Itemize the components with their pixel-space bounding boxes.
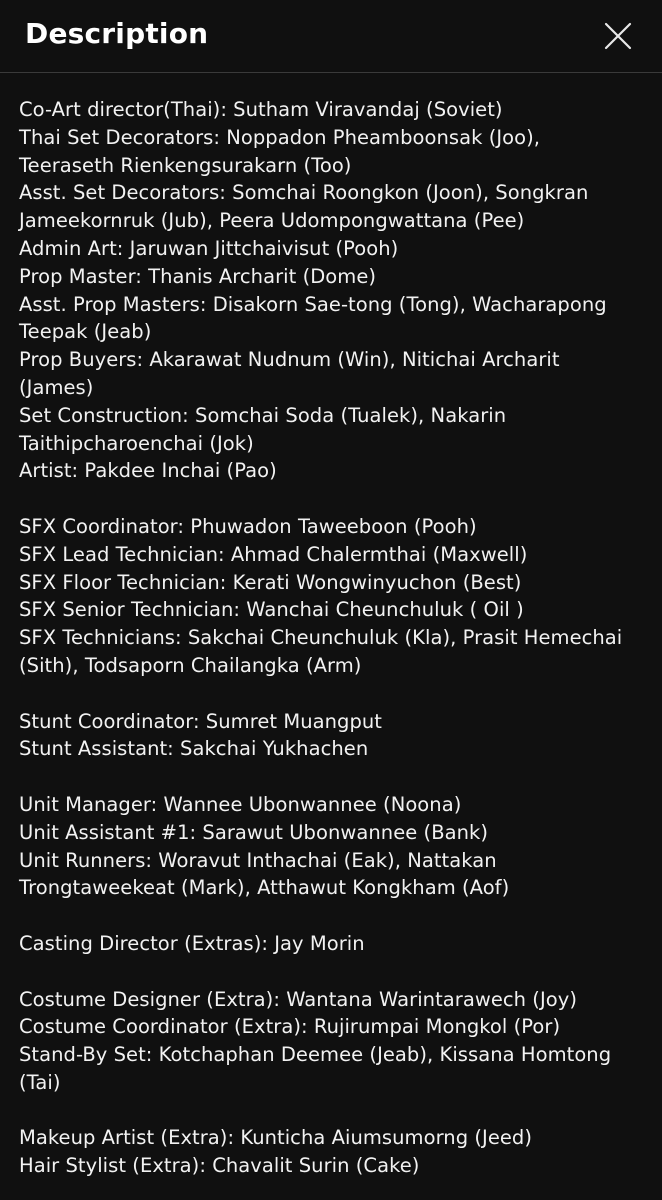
description-line: Prop Buyers: Akarawat Nudnum (Win), Nitichai Archarit	[19, 348, 560, 372]
description-line: Costume Coordinator (Extra): Rujirumpai Mongkol (Por)	[19, 1015, 561, 1039]
description-line: Stunt Assistant: Sakchai Yukhachen	[19, 737, 369, 761]
description-line: Artist: Pakdee Inchai (Pao)	[19, 459, 277, 483]
description-line: SFX Coordinator: Phuwadon Taweeboon (Pooh)	[19, 514, 477, 538]
header-bar	[0, 0, 662, 73]
description-line: Costume Designer (Extra): Wantana Warintarawech (Joy)	[19, 987, 577, 1011]
description-line: Co-Art director(Thai): Sutham Viravandaj (Soviet)	[19, 98, 503, 121]
description-line: Set Construction: Somchai Soda (Tualek), Nakarin	[19, 403, 507, 427]
description-line: Taithipcharoenchai (Jok)	[19, 431, 254, 455]
paragraph-spacer	[19, 485, 649, 513]
description-line: Hair Stylist (Extra): Chavalit Surin (Cake)	[19, 1154, 420, 1178]
description-line: Trongtaweekeat (Mark), Atthawut Kongkham (Aof)	[19, 876, 510, 900]
description-line: Unit Assistant #1: Sarawut Ubonwannee (Bank)	[19, 820, 489, 844]
description-line: Thai Set Decorators: Noppadon Pheamboonsak (Joo),	[19, 125, 541, 149]
description-text	[19, 96, 649, 1180]
description-line: Unit Runners: Woravut Inthachai (Eak), Nattakan	[19, 848, 497, 872]
description-line: (Sith), Todsaporn Chailangka (Arm)	[19, 653, 362, 677]
page-title: Description	[25, 17, 209, 50]
description-line: (Tai)	[19, 1070, 61, 1094]
description-line: Asst. Prop Masters: Disakorn Sae-tong (Tong), Wacharapong	[19, 292, 607, 316]
description-line: Teeraseth Rienkengsurakarn (Too)	[19, 153, 352, 177]
paragraph-spacer	[19, 958, 649, 986]
description-line: Unit Manager: Wannee Ubonwannee (Noona)	[19, 792, 462, 816]
paragraph-spacer	[19, 1097, 649, 1125]
description-line: Admin Art: Jaruwan Jittchaivisut (Pooh)	[19, 236, 399, 260]
paragraph-spacer	[19, 902, 649, 930]
close-icon	[603, 21, 633, 51]
close-button[interactable]	[598, 16, 638, 56]
description-line: Asst. Set Decorators: Somchai Roongkon (Joon), Songkran	[19, 181, 589, 205]
description-line: SFX Lead Technician: Ahmad Chalermthai (Maxwell)	[19, 542, 528, 566]
description-line: Stunt Coordinator: Sumret Muangput	[19, 709, 382, 733]
description-line: (James)	[19, 375, 94, 399]
description-line: Casting Director (Extras): Jay Morin	[19, 931, 365, 955]
description-line: SFX Floor Technician: Kerati Wongwinyuchon (Best)	[19, 570, 522, 594]
description-line: Prop Master: Thanis Archarit (Dome)	[19, 264, 377, 288]
paragraph-spacer	[19, 763, 649, 791]
description-line: SFX Technicians: Sakchai Cheunchuluk (Kla), Prasit Hemechai	[19, 626, 623, 650]
paragraph-spacer	[19, 680, 649, 708]
description-line: Jameekornruk (Jub), Peera Udompongwattana (Pee)	[19, 209, 525, 233]
description-line: Teepak (Jeab)	[19, 320, 152, 344]
description-line: SFX Senior Technician: Wanchai Cheunchuluk ( Oil )	[19, 598, 524, 622]
description-line: Makeup Artist (Extra): Kunticha Aiumsumorng (Jeed)	[19, 1126, 533, 1150]
description-line: Stand-By Set: Kotchaphan Deemee (Jeab), Kissana Homtong	[19, 1043, 612, 1067]
